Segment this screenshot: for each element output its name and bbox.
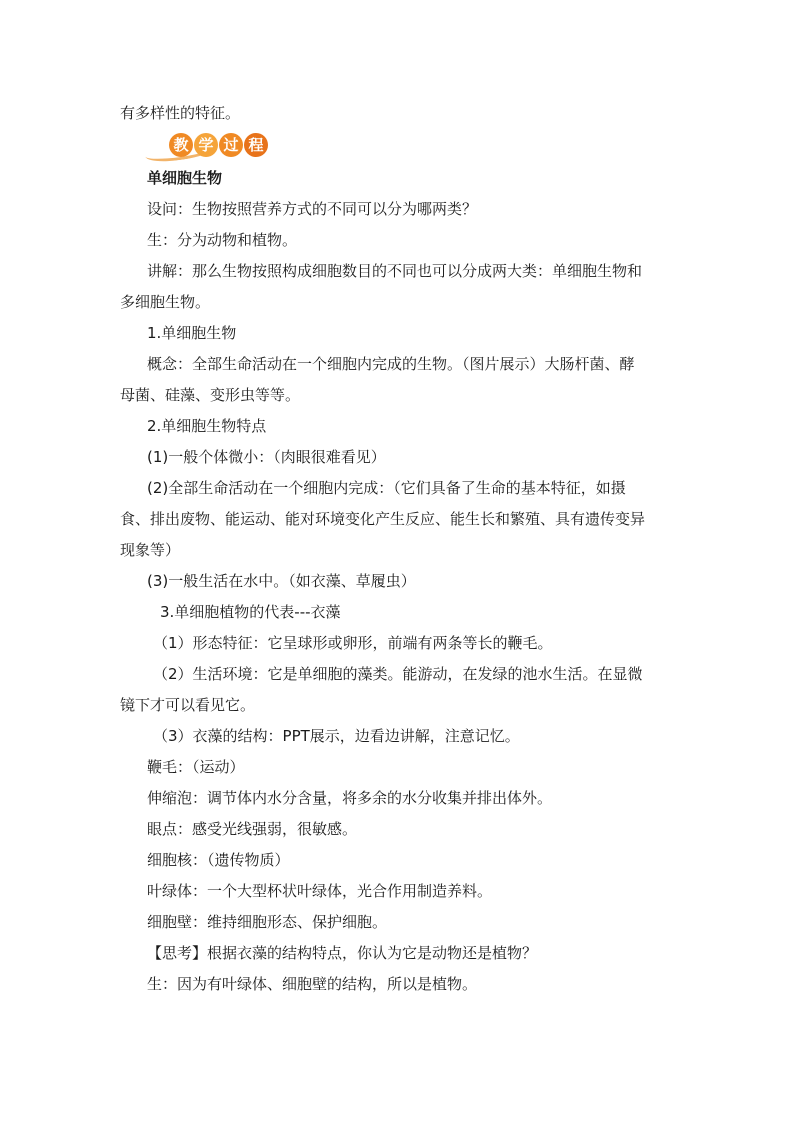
list-item: （3）衣藻的结构：PPT展示，边看边讲解，注意记忆。 <box>153 727 520 745</box>
badge-char: 程 <box>244 133 268 157</box>
list-item: （1）形态特征：它呈球形或卵形，前端有两条等长的鞭毛。 <box>153 634 553 652</box>
structure-item: 眼点：感受光线强弱，很敏感。 <box>147 820 358 838</box>
paragraph-line: 概念：全部生命活动在一个细胞内完成的生物。（图片展示）大肠杆菌、酵 <box>147 355 635 373</box>
list-item: (1)一般个体微小：（肉眼很难看见） <box>147 448 386 466</box>
list-item: (3)一般生活在水中。（如衣藻、草履虫） <box>147 572 416 590</box>
paragraph-line: 母菌、硅藻、变形虫等等。 <box>120 386 301 404</box>
paragraph-line: 生：因为有叶绿体、细胞壁的结构，所以是植物。 <box>147 975 478 993</box>
subheading: 1.单细胞生物 <box>147 324 237 342</box>
badge-char: 过 <box>219 133 243 157</box>
paragraph-line: 现象等） <box>120 541 181 559</box>
subheading: 2.单细胞生物特点 <box>147 417 267 435</box>
structure-item: 鞭毛：（运动） <box>147 758 245 776</box>
section-badge-row <box>120 129 680 163</box>
structure-item: 细胞壁：维持细胞形态、保护细胞。 <box>147 913 388 931</box>
paragraph-line: 生：分为动物和植物。 <box>147 231 298 249</box>
list-item: (2)全部生命活动在一个细胞内完成：（它们具备了生命的基本特征，如摄 <box>147 479 626 497</box>
badge-char: 学 <box>194 133 218 157</box>
paragraph-line: 多细胞生物。 <box>120 293 211 311</box>
thinking-question: 【思考】根据衣藻的结构特点，你认为它是动物还是植物？ <box>147 944 538 962</box>
paragraph-line: 食、排出废物、能运动、能对环境变化产生反应、能生长和繁殖、具有遗传变异 <box>120 510 646 528</box>
structure-item: 细胞核：（遗传物质） <box>147 851 290 869</box>
paragraph-line: 讲解：那么生物按照构成细胞数目的不同也可以分成两大类：单细胞生物和 <box>147 262 643 280</box>
teaching-process-badge <box>145 133 277 159</box>
badge-char: 教 <box>169 133 193 157</box>
list-item: （2）生活环境：它是单细胞的藻类。能游动，在发绿的池水生活。在显微 <box>153 665 643 683</box>
paragraph-line: 设问：生物按照营养方式的不同可以分为哪两类？ <box>147 200 478 218</box>
structure-item: 伸缩泡：调节体内水分含量，将多余的水分收集并排出体外。 <box>147 789 553 807</box>
section-heading: 单细胞生物 <box>147 169 223 187</box>
document-body <box>120 98 680 1000</box>
paragraph-line: 有多样性的特征。 <box>120 104 241 122</box>
paragraph-line: 镜下才可以看见它。 <box>120 696 256 714</box>
subheading: 3.单细胞植物的代表---衣藻 <box>160 603 341 621</box>
structure-item: 叶绿体：一个大型杯状叶绿体，光合作用制造养料。 <box>147 882 493 900</box>
